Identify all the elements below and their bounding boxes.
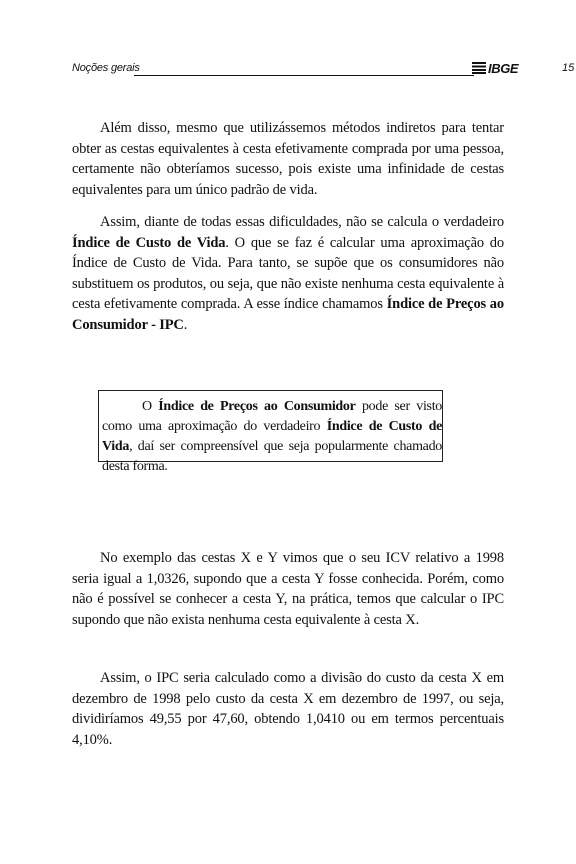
callout-term-icv: Índice de Custo de Vida (102, 419, 442, 454)
paragraph-2-text-c: . O que se faz é calcular uma aproximação do Índice de Custo de Vida. Para tanto, se supõe que os consumidores não substituem os produtos, ou seja, que não existe nenhuma cesta equivalente à cesta efetivamente comprada. A esse índice chamamos (72, 234, 505, 312)
callout-text-e: , daí ser compreensível que seja popularmente chamado desta forma. (102, 439, 442, 474)
callout-text (102, 397, 442, 477)
term-ipc: Índice de Preços ao Consumidor - IPC (72, 296, 504, 333)
paragraph-1-text: Além disso, mesmo que utilizássemos métodos indiretos para tentar obter as cestas equivalentes à cesta efetivamente comprada por uma pessoa, certamente não obteríamos sucesso, pois existe uma infinidade de cestas equivalentes para um único padrão de vida. (72, 120, 504, 198)
callout-box (98, 390, 443, 474)
paragraph-4 (72, 668, 504, 750)
callout-text-a: O (142, 399, 159, 414)
header-rule (134, 75, 474, 76)
paragraph-4-text: Assim, o IPC seria calculado como a divisão do custo da cesta X em dezembro de 1998 pelo custo da cesta X em dezembro de 1997, ou seja, dividiríamos 49,55 por 47,60, obtendo 1,0410 ou em termos percentuais 4,10%. (72, 670, 504, 748)
page-number: 15 (562, 62, 575, 74)
paragraph-3-text: No exemplo das cestas X e Y vimos que o seu ICV relativo a 1998 seria igual a 1,0326, supondo que a cesta Y fosse conhecida. Porém, como não é possível se conhecer a cesta Y, na prática, temos que calcular o IPC supondo que não exista nenhuma cesta equivalente à cesta X. (72, 550, 504, 628)
ibge-logo (472, 60, 518, 76)
callout-term-ipc: Índice de Preços ao Consumidor (158, 399, 356, 414)
callout-text-c: pode ser visto como uma aproximação do verdadeiro (102, 399, 442, 434)
paragraph-1 (72, 118, 504, 200)
paragraph-3 (72, 548, 504, 630)
term-icv: Índice de Custo de Vida (72, 234, 226, 251)
running-header (72, 58, 575, 80)
paragraph-2-text-a: Assim, diante de todas essas dificuldades, não se calcula o verdadeiro (100, 214, 504, 230)
section-title: Noções gerais (72, 62, 140, 74)
paragraph-2 (72, 212, 504, 335)
paragraph-2-text-e: . (183, 316, 188, 333)
publisher-name: IBGE (488, 60, 519, 76)
ibge-logo-icon (472, 62, 486, 74)
